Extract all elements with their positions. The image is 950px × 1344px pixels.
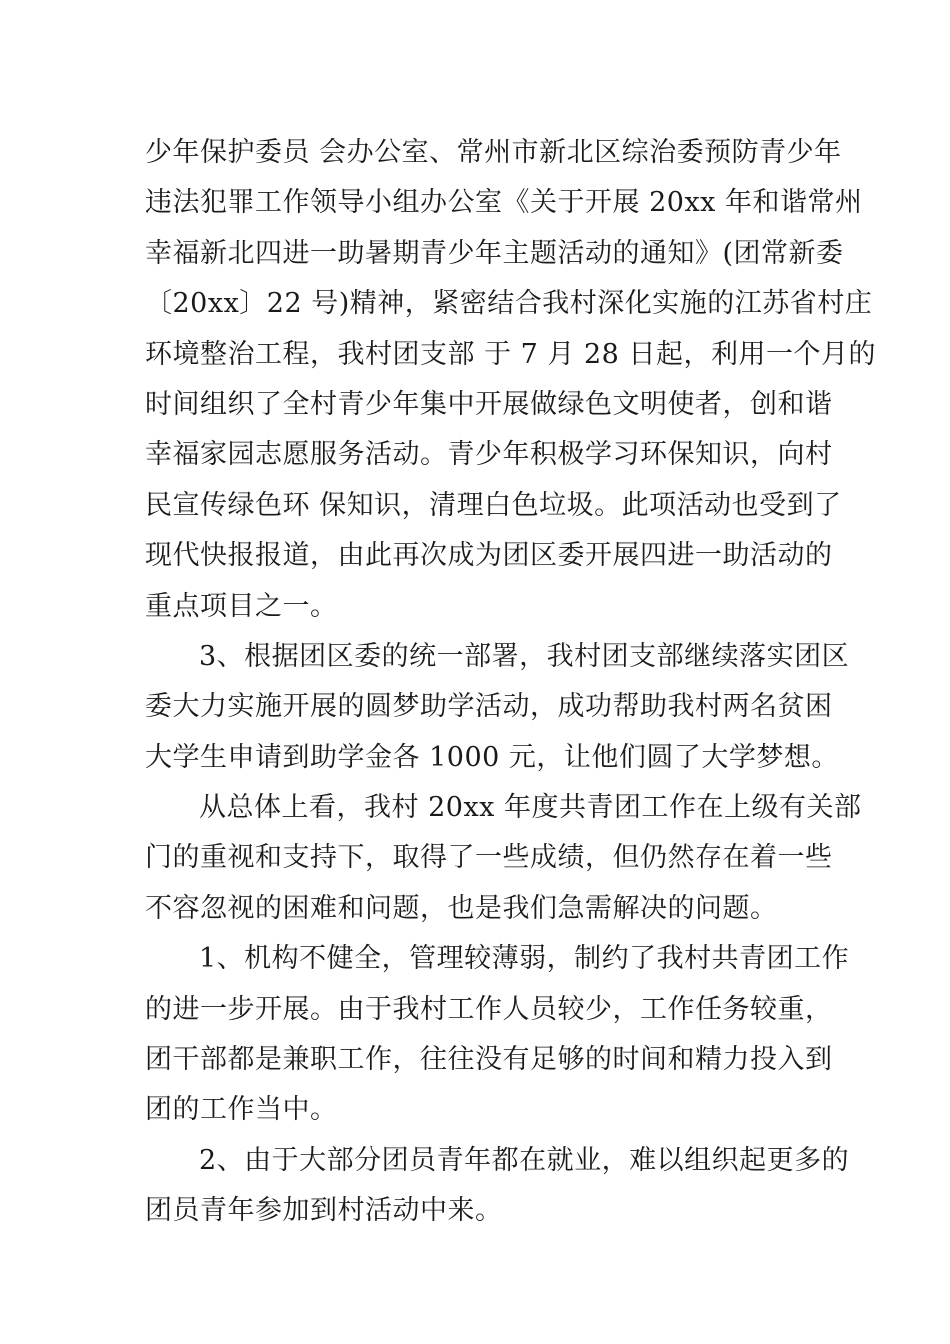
text-line: 3、根据团区委的统一部署，我村团支部继续落实团区 <box>199 640 850 672</box>
text-line: 团干部都是兼职工作，往往没有足够的时间和精力投入到 <box>145 1044 833 1076</box>
text-line: 环境整治工程，我村团支部 于 7 月 28 日起，利用一个月的 <box>145 338 876 370</box>
text-line: 2、由于大部分团员青年都在就业，难以组织起更多的 <box>199 1144 850 1176</box>
text-line: 团员青年参加到村活动中来。 <box>145 1195 503 1227</box>
text-line: 委大力实施开展的圆梦助学活动，成功帮助我村两名贫困 <box>145 691 833 723</box>
paragraph-summary <box>145 783 862 934</box>
text-line: 民宣传绿色环 保知识，清理白色垃圾。此项活动也受到了 <box>145 489 842 521</box>
text-line: 门的重视和支持下，取得了一些成绩，但仍然存在着一些 <box>145 842 833 874</box>
text-line: 少年保护委员 会办公室、常州市新北区综治委预防青少年 <box>145 137 842 168</box>
text-line: 〔20xx〕22 号)精神，紧密结合我村深化实施的江苏省村庄 <box>145 288 873 320</box>
text-line: 团的工作当中。 <box>145 1094 338 1126</box>
paragraph-problem-1 <box>145 934 850 1136</box>
text-line: 不容忽视的困难和问题，也是我们急需解决的问题。 <box>145 892 778 924</box>
text-line: 的进一步开展。由于我村工作人员较少，工作任务较重， <box>145 993 833 1025</box>
text-line: 重点项目之一。 <box>145 590 338 622</box>
paragraph-continuation <box>145 128 876 632</box>
text-line: 时间组织了全村青少年集中开展做绿色文明使者，创和谐 <box>145 388 833 420</box>
text-line: 现代快报报道，由此再次成为团区委开展四进一助活动的 <box>145 540 833 572</box>
document-body <box>145 128 876 1237</box>
text-line: 违法犯罪工作领导小组办公室《关于开展 20xx 年和谐常州 <box>145 187 863 219</box>
text-line: 1、机构不健全，管理较薄弱，制约了我村共青团工作 <box>199 943 850 975</box>
text-line: 大学生申请到助学金各 1000 元，让他们圆了大学梦想。 <box>145 741 839 773</box>
text-line: 从总体上看，我村 20xx 年度共青团工作在上级有关部 <box>199 792 862 824</box>
paragraph-problem-2 <box>145 1136 850 1237</box>
text-line: 幸福家园志愿服务活动。青少年积极学习环保知识，向村 <box>145 439 833 471</box>
text-line: 幸福新北四进一助暑期青少年主题活动的通知》(团常新委 <box>145 237 844 269</box>
paragraph-item-3 <box>145 632 850 783</box>
